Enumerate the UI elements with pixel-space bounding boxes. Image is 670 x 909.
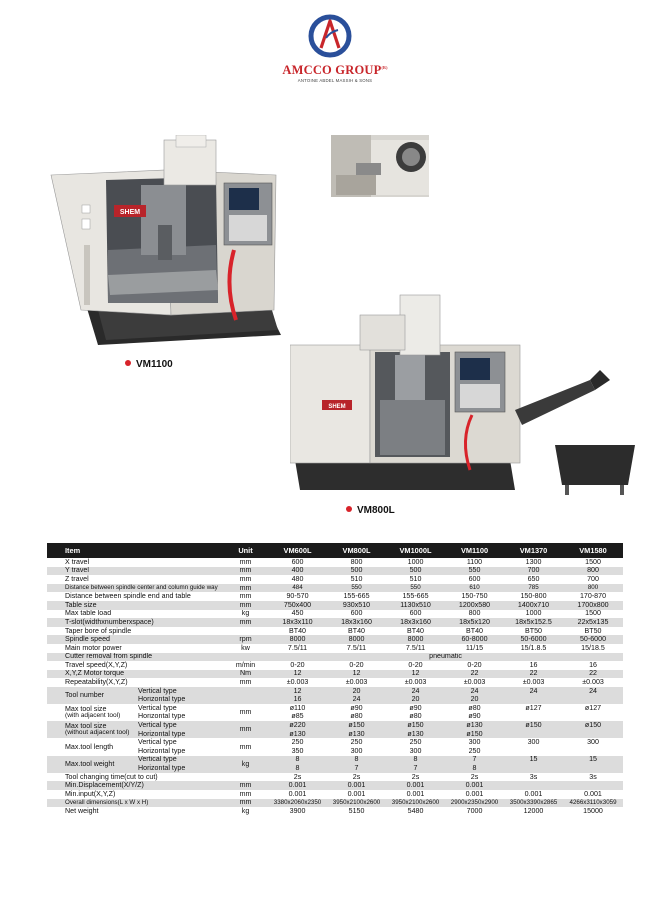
row-value: 4266x3110x3059: [563, 799, 623, 808]
row-value: 600: [409, 609, 422, 618]
row-sublabel: Vertical type: [138, 738, 177, 747]
row-value: 250: [468, 747, 481, 755]
row-value: 250: [409, 738, 422, 747]
row-value: 24: [327, 696, 386, 705]
row-sublabel: Horizontal type: [137, 730, 223, 739]
table-row: [47, 790, 623, 799]
row-value: ø130: [445, 721, 504, 730]
row-value: 0-20: [408, 661, 423, 669]
caption-vm1100: [125, 359, 173, 370]
row-label-text: Max tool size: [65, 704, 107, 713]
row-value: ø80: [350, 712, 363, 721]
row-value: 15/1.8.5: [520, 643, 547, 652]
table-row: [47, 558, 623, 567]
row-value: 600: [291, 558, 304, 566]
table-row: [47, 773, 623, 782]
row-value: 18x3x160: [386, 618, 445, 627]
row-value: [563, 713, 623, 722]
row-value: 1130x510: [386, 601, 445, 610]
row-label: Main motor power: [65, 643, 122, 652]
row-label: X travel: [65, 558, 90, 566]
row-value: [563, 781, 623, 790]
vm1100-machine-photo: [46, 135, 306, 350]
row-label: Z travel: [65, 575, 89, 583]
row-value: [504, 696, 563, 705]
col-header-item: Item: [47, 543, 223, 558]
row-label-text: Max.tool weight: [65, 759, 115, 768]
row-value: 0.001: [445, 781, 504, 790]
row-sublabel: Vertical type: [137, 687, 223, 696]
row-unit: [223, 687, 268, 704]
table-row: [47, 670, 623, 679]
row-value: 20: [327, 687, 386, 696]
row-unit: mm: [223, 721, 268, 738]
table-row: [47, 678, 623, 687]
spindle-inset-photo: [331, 135, 429, 197]
row-value: 700: [587, 575, 599, 583]
row-value: 1500: [585, 609, 601, 618]
row-value: 155-665: [402, 592, 429, 601]
row-value: 7.5/11: [405, 643, 426, 652]
row-value: 22x5x135: [563, 618, 623, 627]
row-value: 2s: [352, 772, 361, 781]
table-row: [47, 799, 623, 808]
row-value: 480: [291, 575, 304, 583]
row-value: 1100: [466, 558, 483, 566]
row-value-span: pneumatic: [268, 653, 623, 662]
row-unit: mm: [223, 601, 268, 610]
row-value: BT40: [407, 626, 424, 635]
row-unit: m/min: [235, 661, 256, 669]
row-label: Min.input(X,Y,Z): [65, 790, 116, 798]
spec-table-body: [47, 558, 623, 816]
row-label: Max table load: [65, 609, 112, 618]
row-value: ø90: [350, 704, 363, 712]
row-label: T-slot(widthxnumberxspace): [47, 618, 223, 627]
caption-vm800l-label: VM800L: [357, 505, 395, 516]
row-value: 7.5/11: [346, 643, 367, 652]
row-value: 8: [268, 756, 327, 765]
row-value: 484: [268, 584, 327, 593]
row-value: 8000: [268, 635, 327, 644]
row-value: 170-870: [579, 592, 607, 601]
row-value: 16: [268, 696, 327, 705]
row-value: 610: [445, 584, 504, 593]
row-value: 0.001: [386, 781, 445, 790]
row-sublabel: Horizontal type: [138, 712, 186, 721]
row-value: 50-6000: [563, 635, 623, 644]
row-value: 1000: [525, 609, 542, 618]
row-unit: mm: [223, 799, 268, 808]
row-value: 400: [268, 567, 327, 576]
row-value: 3380x2060x2350: [268, 799, 327, 808]
row-label-text: Max.tool length: [65, 742, 114, 751]
row-value: 0.001: [584, 790, 602, 798]
row-value: 15: [563, 756, 623, 765]
row-value: 3950x2100x2600: [327, 799, 386, 808]
table-row: [47, 756, 623, 765]
row-label: Y travel: [47, 567, 223, 576]
row-value: 0.001: [406, 790, 425, 798]
row-value: [504, 747, 563, 756]
table-row: [47, 653, 623, 662]
col-header-vm600l: VM600L: [268, 543, 327, 558]
row-value: 150-800: [520, 592, 547, 601]
row-value: ø130: [268, 730, 327, 739]
row-value: ±0.003: [404, 678, 427, 687]
table-row: [47, 644, 623, 653]
row-value: 12: [386, 670, 445, 679]
row-unit: [223, 627, 268, 636]
spec-header-row: [47, 543, 623, 558]
row-value: 12: [268, 687, 327, 696]
row-unit: mm: [239, 678, 252, 687]
row-value: 24: [386, 687, 445, 696]
row-value: 24: [504, 687, 563, 696]
row-value: [563, 764, 623, 773]
row-value: 15/18.5: [581, 643, 605, 652]
amcco-emblem-icon: [308, 14, 352, 58]
brand-name-text: AMCCO GROUP: [282, 63, 382, 77]
row-value: 90-570: [286, 592, 309, 601]
row-label: [47, 721, 137, 738]
row-label: Distance between spindle end and table: [65, 592, 191, 601]
row-value: ø150: [504, 721, 563, 730]
row-value: 18x5x152.5: [504, 618, 563, 627]
table-row: [47, 704, 623, 713]
row-value: 1300: [525, 558, 542, 566]
row-unit: mm: [239, 575, 252, 583]
row-value: 800: [563, 567, 623, 576]
row-label: [47, 738, 137, 755]
row-value: 1700x800: [563, 601, 623, 610]
row-value: 60-8000: [445, 635, 504, 644]
row-value: BT50: [525, 626, 542, 635]
row-value: ø80: [409, 712, 422, 721]
row-value: 450: [291, 609, 304, 618]
row-value: 3s: [529, 772, 538, 781]
row-label: [47, 704, 137, 721]
row-value: 50-6000: [504, 635, 563, 644]
row-unit: mm: [239, 592, 252, 601]
row-value: 2s: [411, 772, 420, 781]
row-unit: kg: [241, 609, 250, 618]
col-header-vm1370: VM1370: [504, 543, 563, 558]
row-value: 0.001: [268, 781, 327, 790]
row-value: 3900: [289, 807, 306, 815]
row-value: 1400x710: [504, 601, 563, 610]
row-value: 22: [504, 670, 563, 679]
row-value: 18x3x110: [268, 618, 327, 627]
row-label: Min.Displacement(X/Y/Z): [47, 781, 223, 790]
row-value: ±0.003: [345, 678, 368, 687]
row-value: 11/15: [465, 643, 484, 652]
row-unit: kg: [223, 756, 268, 773]
bullet-icon: [346, 506, 352, 512]
table-row: [47, 738, 623, 747]
col-header-vm800l: VM800L: [327, 543, 386, 558]
row-sublabel: Horizontal type: [137, 696, 223, 705]
row-label-text: Tool number: [65, 690, 105, 699]
row-value: [563, 696, 623, 705]
table-row: [47, 721, 623, 730]
row-value: ø130: [327, 730, 386, 739]
row-value: 2s: [470, 772, 479, 781]
row-value: 15: [504, 756, 563, 765]
row-value: 0-20: [467, 661, 482, 669]
row-value: 2900x2350x2900: [445, 799, 504, 808]
row-label: Tool changing time(cut to cut): [65, 772, 158, 781]
row-value: [563, 747, 623, 756]
row-sublabel: Vertical type: [137, 721, 223, 730]
row-value: 20: [386, 696, 445, 705]
table-row: [47, 781, 623, 790]
row-value: 510: [350, 575, 363, 583]
row-value: [504, 781, 563, 790]
row-unit: mm: [223, 584, 268, 593]
row-unit: mm: [239, 742, 252, 751]
table-row: [47, 584, 623, 593]
row-value: 5150: [348, 807, 365, 815]
row-value: 600: [350, 609, 363, 618]
row-unit: mm: [239, 708, 252, 717]
row-value: 0-20: [290, 661, 305, 669]
row-unit: mm: [223, 781, 268, 790]
spec-table: [47, 543, 623, 816]
col-header-vm1000l: VM1000L: [386, 543, 445, 558]
row-value: ø127: [525, 704, 542, 712]
row-value: 16: [589, 661, 597, 669]
row-label: Distance between spindle center and column guide way: [47, 584, 223, 593]
row-value: 800: [468, 609, 481, 618]
row-value: 15000: [583, 807, 603, 815]
row-value: 550: [386, 584, 445, 593]
row-value: 24: [445, 687, 504, 696]
row-value: 3500x3390x2865: [504, 799, 563, 808]
row-value: 3s: [589, 772, 597, 781]
row-value: 16: [529, 661, 538, 669]
row-label: Net weight: [65, 807, 99, 815]
table-row: [47, 610, 623, 619]
row-value: [563, 730, 623, 739]
row-unit: Nm: [223, 670, 268, 679]
table-row: [47, 567, 623, 576]
row-label: [47, 687, 137, 704]
row-value: 0.001: [288, 790, 307, 798]
table-row: [47, 635, 623, 644]
row-label: Spindle speed: [47, 635, 223, 644]
brand-name-suffix: (R): [381, 64, 388, 70]
row-sublabel: Horizontal type: [138, 747, 186, 755]
row-value: BT40: [289, 626, 306, 635]
row-value: 1500: [585, 558, 601, 566]
row-unit: rpm: [223, 635, 268, 644]
col-header-vm1100: VM1100: [445, 543, 504, 558]
row-label: Overall dimensions(L x W x H): [47, 799, 223, 808]
row-label: Travel speed(X,Y,Z): [65, 661, 128, 669]
brand-name: [270, 63, 400, 78]
row-value: 7000: [466, 807, 483, 815]
row-value: [504, 764, 563, 773]
row-value: 550: [445, 567, 504, 576]
table-row: [47, 627, 623, 636]
row-value: 8: [327, 756, 386, 765]
row-label: X,Y,Z Motor torque: [47, 670, 223, 679]
row-unit: mm: [223, 567, 268, 576]
row-value: ø150: [386, 721, 445, 730]
table-row: [47, 661, 623, 670]
row-value: 300: [527, 738, 540, 747]
row-value: 8000: [386, 635, 445, 644]
row-label: Repeatability(X,Y,Z): [65, 678, 128, 687]
row-unit: kg: [241, 807, 250, 815]
row-value: 7: [386, 764, 445, 773]
row-unit: mm: [239, 790, 252, 798]
row-value: 1200x580: [445, 601, 504, 610]
col-header-vm1580: VM1580: [563, 543, 623, 558]
row-label: Cutter removal from spindle: [47, 653, 223, 662]
row-value: 300: [350, 747, 363, 755]
table-row: [47, 575, 623, 584]
row-value: 2s: [293, 772, 302, 781]
row-value: 500: [327, 567, 386, 576]
row-value: BT40: [466, 626, 483, 635]
row-value: ø110: [289, 704, 306, 712]
row-sublabel: Horizontal type: [137, 764, 223, 773]
row-value: 12: [268, 670, 327, 679]
table-row: [47, 807, 623, 816]
row-unit: kw: [241, 643, 250, 652]
vm800l-machine-photo: [290, 290, 640, 500]
row-value: 0.001: [347, 790, 366, 798]
machine-badge-label-2: SHEM: [328, 404, 346, 410]
row-value: 250: [350, 738, 363, 747]
table-row: [47, 618, 623, 627]
row-value: 800: [563, 584, 623, 593]
row-value: 650: [527, 575, 540, 583]
row-value: 22: [563, 670, 623, 679]
row-value: 7.5/11: [287, 643, 308, 652]
row-label: Taper bore of spindle: [65, 626, 132, 635]
row-value: ø220: [268, 721, 327, 730]
row-value: ø150: [445, 730, 504, 739]
row-value: 7: [445, 756, 504, 765]
row-value: 7: [327, 764, 386, 773]
row-label-subtext: (with adjacent tool): [65, 711, 121, 719]
row-value: [504, 713, 563, 722]
row-value: 800: [350, 558, 363, 566]
row-value: 0.001: [327, 781, 386, 790]
bullet-icon: [125, 360, 131, 366]
row-value: 8: [268, 764, 327, 773]
row-sublabel: Vertical type: [138, 704, 177, 712]
row-value: 300: [409, 747, 422, 755]
row-value: 500: [386, 567, 445, 576]
row-value: ø85: [291, 712, 304, 721]
row-value: 24: [563, 687, 623, 696]
row-unit: [223, 653, 268, 662]
row-value: ø90: [409, 704, 422, 712]
caption-vm1100-label: VM1100: [136, 359, 173, 370]
row-value: 550: [327, 584, 386, 593]
row-value: 18x3x160: [327, 618, 386, 627]
col-header-unit: Unit: [223, 543, 268, 558]
row-value: 785: [504, 584, 563, 593]
row-value: 600: [468, 575, 481, 583]
row-value: 350: [291, 747, 304, 755]
row-value: 300: [587, 738, 599, 747]
row-value: 0.001: [465, 790, 484, 798]
row-value: ø150: [327, 721, 386, 730]
row-value: 22: [445, 670, 504, 679]
row-value: 155-665: [343, 592, 370, 601]
row-value: BT50: [584, 626, 602, 635]
table-row: [47, 601, 623, 610]
row-unit: mm: [239, 558, 252, 566]
row-value: 700: [504, 567, 563, 576]
table-row: [47, 592, 623, 601]
row-value: 0-20: [349, 661, 364, 669]
caption-vm800l: [346, 505, 395, 516]
row-value: 20: [445, 696, 504, 705]
row-label-subtext: (without adjacent tool): [65, 729, 130, 737]
row-label-text: Max tool size: [65, 722, 107, 731]
row-value: BT40: [348, 626, 365, 635]
row-value: 3950x2100x2600: [386, 799, 445, 808]
row-value: 510: [409, 575, 422, 583]
brand-subtitle: ANTOINE ABDEL MASSIH & SONS: [297, 78, 373, 83]
row-unit: mm: [223, 618, 268, 627]
row-value: 0.001: [524, 790, 543, 798]
row-label: Table size: [47, 601, 223, 610]
row-value: 5480: [407, 807, 424, 815]
row-value: 250: [291, 738, 304, 747]
row-value: 8: [445, 764, 504, 773]
table-row: [47, 687, 623, 696]
row-value: 150-750: [461, 592, 488, 601]
row-value: ±0.003: [522, 678, 545, 687]
row-value: ø90: [468, 712, 481, 721]
row-value: ±0.003: [582, 678, 604, 687]
row-value: ø127: [584, 704, 602, 712]
row-value: 18x5x120: [445, 618, 504, 627]
row-value: [504, 730, 563, 739]
row-value: 930x510: [327, 601, 386, 610]
row-value: 12000: [523, 807, 544, 815]
row-label: [47, 756, 137, 773]
row-sublabel: Vertical type: [137, 756, 223, 765]
row-value: ±0.003: [286, 678, 309, 687]
row-value: 1000: [407, 558, 424, 566]
row-value: 8000: [327, 635, 386, 644]
row-unit: [223, 773, 268, 782]
row-value: 12: [327, 670, 386, 679]
row-value: 750x400: [268, 601, 327, 610]
row-value: 300: [468, 738, 481, 747]
machine-badge-label: SHEM: [119, 209, 141, 216]
row-value: ø150: [563, 721, 623, 730]
row-value: 8: [386, 756, 445, 765]
amcco-logo: [270, 14, 400, 84]
row-value: ø130: [386, 730, 445, 739]
row-value: ø80: [468, 704, 481, 712]
row-value: ±0.003: [463, 678, 486, 687]
